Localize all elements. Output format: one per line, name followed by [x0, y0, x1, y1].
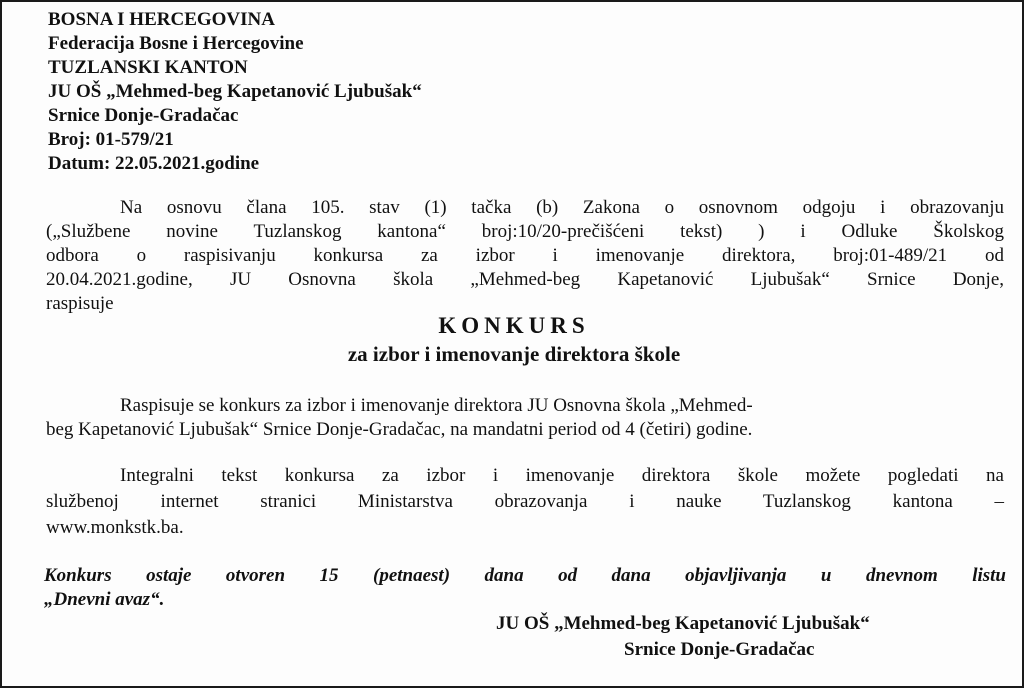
signature-location: Srnice Donje-Gradačac — [624, 639, 815, 660]
header-canton: TUZLANSKI KANTON — [48, 57, 248, 78]
header-date: Datum: 22.05.2021.godine — [48, 153, 260, 174]
intro-line-1: Na osnovu člana 105. stav (1) tačka (b) Zakona o osnovnom odgoju i obrazovanju — [120, 197, 1004, 218]
intro-line-4: 20.04.2021.godine, JU Osnovna škola „Mehmed-beg Kapetanović Ljubušak“ Srnice Donje, — [46, 269, 1004, 290]
header-number: Broj: 01-579/21 — [48, 129, 174, 150]
closing-line-1: Konkurs ostaje otvoren 15 (petnaest) dana od dana objavljivanja u dnevnom listu — [44, 565, 1006, 586]
para1-line-2: beg Kapetanović Ljubušak“ Srnice Donje-Gradačac, na mandatni period od 4 (četiri) godine. — [46, 419, 753, 440]
intro-line-2: („Službene novine Tuzlanskog kantona“ broj:10/20-prečišćeni tekst) ) i Odluke Školskog — [46, 221, 1004, 242]
closing-line-2: „Dnevni avaz“. — [44, 589, 165, 610]
announcement-subtitle: za izbor i imenovanje direktora škole — [347, 342, 681, 366]
header-school: JU OŠ „Mehmed-beg Kapetanović Ljubušak“ — [48, 81, 422, 102]
para2-line-3: www.monkstk.ba. — [46, 517, 184, 538]
intro-line-3: odbora o raspisivanju konkursa za izbor i imenovanje direktora, broj:01-489/21 od — [46, 245, 1004, 266]
header-federation: Federacija Bosne i Hercegovine — [48, 33, 304, 54]
intro-line-5: raspisuje — [46, 293, 114, 314]
header-location: Srnice Donje-Gradačac — [48, 105, 239, 126]
para1-line-1: Raspisuje se konkurs za izbor i imenovanje direktora JU Osnovna škola „Mehmed- — [120, 395, 753, 416]
announcement-title: KONKURS — [438, 313, 590, 338]
para2-line-1: Integralni tekst konkursa za izbor i imenovanje direktora škole možete pogledati na — [120, 465, 1004, 486]
para2-line-2: službenoj internet stranici Ministarstva obrazovanja i nauke Tuzlanskog kantona – — [46, 491, 1004, 512]
signature-institution: JU OŠ „Mehmed-beg Kapetanović Ljubušak“ — [496, 613, 870, 634]
header-country: BOSNA I HERCEGOVINA — [48, 9, 275, 30]
